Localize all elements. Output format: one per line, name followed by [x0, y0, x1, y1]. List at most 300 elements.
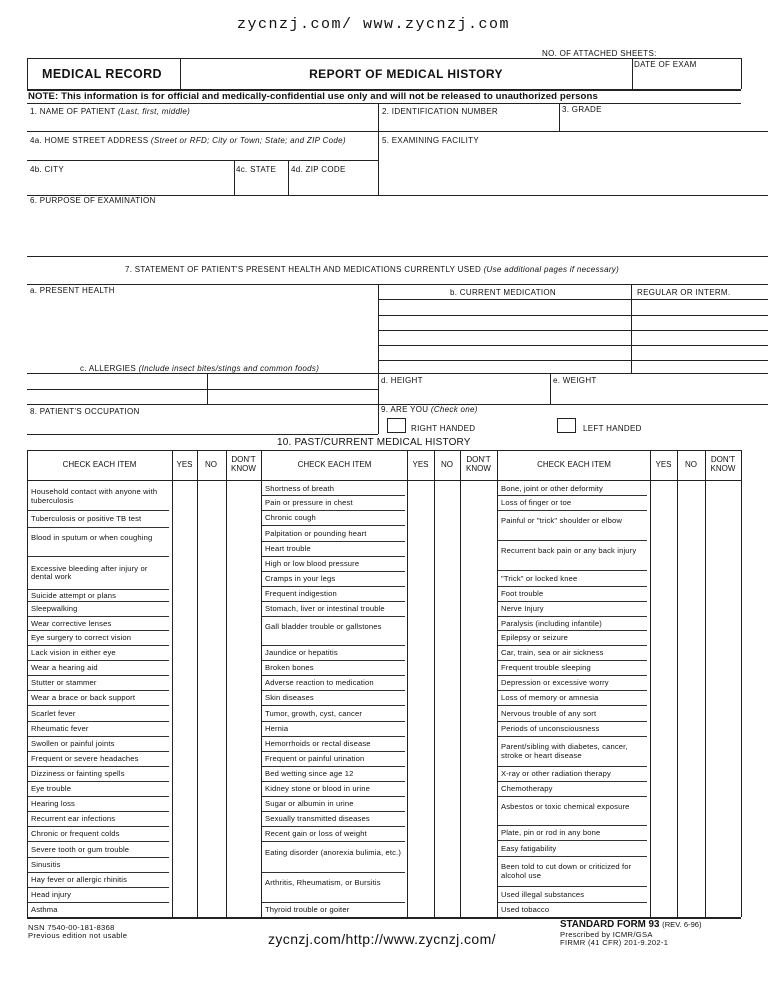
- history-yes-cell[interactable]: [651, 737, 677, 766]
- history-item-eye-surgery-to-correct-vision: Eye surgery to correct vision: [31, 633, 132, 643]
- history-no-cell[interactable]: [678, 511, 705, 540]
- confidentiality-note: NOTE: This information is for official and medically-confidential use only and will not be released to unauthorized persons: [28, 91, 598, 102]
- history-dont-know-cell[interactable]: [461, 617, 497, 645]
- history-dont-know-cell[interactable]: [461, 706, 497, 721]
- zip-code-label: 4d. ZIP CODE: [291, 165, 346, 174]
- history-dont-know-cell[interactable]: [227, 631, 261, 645]
- history-no-cell[interactable]: [435, 812, 460, 826]
- history-no-cell[interactable]: [678, 691, 705, 705]
- history-no-cell[interactable]: [678, 587, 705, 601]
- history-item-asbestos-or-toxic-chemical-exposure: Asbestos or toxic chemical exposure: [501, 801, 630, 811]
- history-dont-know-cell[interactable]: [227, 602, 261, 616]
- history-dont-know-cell[interactable]: [706, 782, 741, 796]
- history-dont-know-cell[interactable]: [227, 511, 261, 527]
- history-no-cell[interactable]: [435, 511, 460, 525]
- history-yes-cell[interactable]: [408, 587, 434, 601]
- header-dont-know-3: DON'T KNOW: [710, 455, 736, 473]
- history-no-cell[interactable]: [198, 661, 226, 675]
- history-dont-know-cell[interactable]: [227, 842, 261, 857]
- history-yes-cell[interactable]: [173, 528, 197, 556]
- regular-interm-label: REGULAR OR INTERM.: [637, 288, 731, 297]
- history-no-cell[interactable]: [678, 483, 705, 495]
- history-dont-know-cell[interactable]: [706, 541, 741, 570]
- history-item-household-contact-with-anyone-with-tuber: Household contact with anyone with tuberculosis: [31, 487, 158, 505]
- history-dont-know-cell[interactable]: [706, 706, 741, 721]
- history-no-cell[interactable]: [678, 676, 705, 690]
- history-yes-cell[interactable]: [173, 903, 197, 917]
- watermark-bottom: zycnzj.com/http://www.zycnzj.com/: [268, 931, 496, 947]
- history-item-dizziness-or-fainting-spells: Dizziness or fainting spells: [31, 769, 125, 779]
- history-yes-cell[interactable]: [408, 782, 434, 796]
- history-dont-know-cell[interactable]: [461, 496, 497, 510]
- handedness-label: 9. ARE YOU (Check one): [381, 405, 478, 414]
- history-no-cell[interactable]: [678, 496, 705, 510]
- history-no-cell[interactable]: [198, 752, 226, 766]
- history-yes-cell[interactable]: [651, 571, 677, 586]
- history-dont-know-cell[interactable]: [461, 661, 497, 675]
- history-dont-know-cell[interactable]: [461, 646, 497, 660]
- history-dont-know-cell[interactable]: [227, 903, 261, 917]
- history-no-cell[interactable]: [678, 887, 705, 902]
- history-item-periods-of-unconsciousness: Periods of unconsciousness: [501, 724, 600, 734]
- history-dont-know-cell[interactable]: [706, 496, 741, 510]
- history-no-cell[interactable]: [198, 722, 226, 736]
- history-dont-know-cell[interactable]: [461, 812, 497, 826]
- history-dont-know-cell[interactable]: [461, 587, 497, 601]
- history-dont-know-cell[interactable]: [227, 858, 261, 872]
- history-dont-know-cell[interactable]: [227, 646, 261, 660]
- history-yes-cell[interactable]: [651, 617, 677, 630]
- history-yes-cell[interactable]: [173, 661, 197, 675]
- history-item-recent-gain-or-loss-of-weight: Recent gain or loss of weight: [265, 829, 367, 839]
- history-dont-know-cell[interactable]: [706, 737, 741, 766]
- history-item-hay-fever-or-allergic-rhinitis: Hay fever or allergic rhinitis: [31, 875, 128, 885]
- history-yes-cell[interactable]: [173, 617, 197, 630]
- history-dont-know-cell[interactable]: [461, 572, 497, 586]
- history-item-easy-fatigability: Easy fatigability: [501, 843, 557, 853]
- history-yes-cell[interactable]: [651, 722, 677, 736]
- history-item-sexually-transmitted-diseases: Sexually transmitted diseases: [265, 814, 370, 824]
- history-dont-know-cell[interactable]: [706, 631, 741, 645]
- history-yes-cell[interactable]: [173, 812, 197, 826]
- history-yes-cell[interactable]: [173, 842, 197, 857]
- history-yes-cell[interactable]: [651, 602, 677, 616]
- history-item-high-or-low-blood-pressure: High or low blood pressure: [265, 559, 360, 569]
- history-yes-cell[interactable]: [173, 827, 197, 841]
- history-dont-know-cell[interactable]: [706, 661, 741, 675]
- history-dont-know-cell[interactable]: [461, 842, 497, 872]
- history-no-cell[interactable]: [435, 646, 460, 660]
- history-no-cell[interactable]: [678, 903, 705, 917]
- history-dont-know-cell[interactable]: [706, 587, 741, 601]
- history-no-cell[interactable]: [198, 646, 226, 660]
- history-yes-cell[interactable]: [408, 511, 434, 525]
- header-check-item-3: CHECK EACH ITEM: [537, 460, 611, 469]
- history-no-cell[interactable]: [435, 542, 460, 556]
- history-no-cell[interactable]: [435, 903, 460, 917]
- history-dont-know-cell[interactable]: [461, 691, 497, 705]
- examining-facility-label: 5. EXAMINING FACILITY: [382, 136, 479, 145]
- history-item-shortness-of-breath: Shortness of breath: [265, 484, 335, 494]
- history-yes-cell[interactable]: [651, 903, 677, 917]
- history-item-broken-bones: Broken bones: [265, 663, 314, 673]
- history-yes-cell[interactable]: [408, 646, 434, 660]
- history-item-depression-or-excessive-worry: Depression or excessive worry: [501, 678, 609, 688]
- history-item-foot-trouble: Foot trouble: [501, 589, 544, 599]
- history-dont-know-cell[interactable]: [227, 888, 261, 902]
- history-dont-know-cell[interactable]: [461, 526, 497, 541]
- history-no-cell[interactable]: [435, 706, 460, 721]
- history-dont-know-cell[interactable]: [706, 617, 741, 630]
- history-dont-know-cell[interactable]: [227, 827, 261, 841]
- history-no-cell[interactable]: [678, 841, 705, 856]
- history-item-gall-bladder-trouble-or-gallstones: Gall bladder trouble or gallstones: [265, 621, 382, 631]
- history-item-adverse-reaction-to-medication: Adverse reaction to medication: [265, 678, 374, 688]
- history-dont-know-cell[interactable]: [461, 511, 497, 525]
- history-dont-know-cell[interactable]: [227, 528, 261, 556]
- history-no-cell[interactable]: [198, 691, 226, 705]
- history-no-cell[interactable]: [678, 617, 705, 630]
- history-dont-know-cell[interactable]: [227, 812, 261, 826]
- history-no-cell[interactable]: [435, 752, 460, 766]
- history-dont-know-cell[interactable]: [706, 676, 741, 690]
- history-no-cell[interactable]: [198, 827, 226, 841]
- history-dont-know-cell[interactable]: [461, 542, 497, 556]
- history-item-severe-tooth-or-gum-trouble: Severe tooth or gum trouble: [31, 844, 130, 854]
- history-yes-cell[interactable]: [651, 661, 677, 675]
- history-item-lack-vision-in-either-eye: Lack vision in either eye: [31, 648, 116, 658]
- history-item-blood-in-sputum-or-when-coughing: Blood in sputum or when coughing: [31, 532, 153, 542]
- history-no-cell[interactable]: [198, 631, 226, 645]
- history-no-cell[interactable]: [198, 812, 226, 826]
- history-no-cell[interactable]: [678, 631, 705, 645]
- left-handed-label: LEFT HANDED: [583, 424, 642, 433]
- history-yes-cell[interactable]: [651, 496, 677, 510]
- history-dont-know-cell[interactable]: [461, 752, 497, 766]
- history-no-cell[interactable]: [198, 873, 226, 887]
- history-yes-cell[interactable]: [173, 646, 197, 660]
- previous-edition-note: Previous edition not usable: [28, 931, 128, 940]
- history-dont-know-cell[interactable]: [227, 737, 261, 751]
- history-dont-know-cell[interactable]: [227, 557, 261, 589]
- history-no-cell[interactable]: [198, 782, 226, 796]
- history-dont-know-cell[interactable]: [461, 903, 497, 917]
- history-yes-cell[interactable]: [408, 661, 434, 675]
- history-yes-cell[interactable]: [408, 873, 434, 902]
- history-yes-cell[interactable]: [408, 676, 434, 690]
- history-dont-know-cell[interactable]: [706, 841, 741, 856]
- history-item-sleepwalking: Sleepwalking: [31, 604, 78, 614]
- history-yes-cell[interactable]: [408, 767, 434, 781]
- history-dont-know-cell[interactable]: [227, 661, 261, 675]
- history-yes-cell[interactable]: [408, 572, 434, 586]
- present-health-label: a. PRESENT HEALTH: [30, 286, 115, 295]
- history-item-cramps-in-your-legs: Cramps in your legs: [265, 574, 336, 584]
- history-no-cell[interactable]: [198, 858, 226, 872]
- history-no-cell[interactable]: [435, 661, 460, 675]
- header-no-1: NO: [205, 460, 217, 469]
- history-yes-cell[interactable]: [173, 590, 197, 601]
- history-no-cell[interactable]: [198, 483, 226, 510]
- history-yes-cell[interactable]: [408, 542, 434, 556]
- history-no-cell[interactable]: [198, 842, 226, 857]
- history-yes-cell[interactable]: [173, 797, 197, 811]
- history-yes-cell[interactable]: [408, 526, 434, 541]
- history-dont-know-cell[interactable]: [706, 602, 741, 616]
- history-no-cell[interactable]: [435, 842, 460, 872]
- history-dont-know-cell[interactable]: [461, 782, 497, 796]
- history-yes-cell[interactable]: [173, 557, 197, 589]
- history-no-cell[interactable]: [198, 528, 226, 556]
- history-yes-cell[interactable]: [173, 858, 197, 872]
- history-dont-know-cell[interactable]: [461, 602, 497, 616]
- history-no-cell[interactable]: [198, 737, 226, 751]
- header-yes-2: YES: [412, 460, 429, 469]
- history-no-cell[interactable]: [435, 602, 460, 616]
- history-dont-know-cell[interactable]: [706, 483, 741, 495]
- history-item-bone-joint-or-other-deformity: Bone, joint or other deformity: [501, 484, 604, 494]
- history-dont-know-cell[interactable]: [461, 873, 497, 902]
- home-address-label: 4a. HOME STREET ADDRESS (Street or RFD; City or Town; State; and ZIP Code): [30, 136, 346, 145]
- history-dont-know-cell[interactable]: [227, 617, 261, 630]
- history-yes-cell[interactable]: [173, 631, 197, 645]
- history-item-tumor-growth-cyst-cancer: Tumor, growth, cyst, cancer: [265, 708, 363, 718]
- date-of-exam-label: DATE OF EXAM: [634, 60, 697, 69]
- right-handed-checkbox[interactable]: [387, 418, 406, 433]
- history-yes-cell[interactable]: [173, 511, 197, 527]
- header-no-2: NO: [441, 460, 453, 469]
- history-item-swollen-or-painful-joints: Swollen or painful joints: [31, 739, 115, 749]
- history-dont-know-cell[interactable]: [227, 767, 261, 781]
- history-yes-cell[interactable]: [408, 752, 434, 766]
- occupation-label: 8. PATIENT'S OCCUPATION: [30, 407, 140, 416]
- history-yes-cell[interactable]: [651, 646, 677, 660]
- history-item-wear-a-hearing-aid: Wear a hearing aid: [31, 663, 98, 673]
- history-no-cell[interactable]: [678, 602, 705, 616]
- history-no-cell[interactable]: [678, 826, 705, 840]
- history-no-cell[interactable]: [435, 827, 460, 841]
- history-yes-cell[interactable]: [651, 631, 677, 645]
- history-dont-know-cell[interactable]: [461, 483, 497, 495]
- history-yes-cell[interactable]: [173, 706, 197, 721]
- history-item-car-train-sea-or-air-sickness: Car, train, sea or air sickness: [501, 648, 604, 658]
- history-dont-know-cell[interactable]: [227, 873, 261, 887]
- history-item-hernia: Hernia: [265, 724, 289, 734]
- left-handed-checkbox[interactable]: [557, 418, 576, 433]
- history-item-kidney-stone-or-blood-in-urine: Kidney stone or blood in urine: [265, 784, 370, 794]
- history-yes-cell[interactable]: [173, 782, 197, 796]
- history-yes-cell[interactable]: [651, 676, 677, 690]
- history-no-cell[interactable]: [435, 873, 460, 902]
- history-no-cell[interactable]: [435, 557, 460, 571]
- history-yes-cell[interactable]: [408, 797, 434, 811]
- history-yes-cell[interactable]: [408, 617, 434, 645]
- history-dont-know-cell[interactable]: [227, 797, 261, 811]
- history-yes-cell[interactable]: [408, 483, 434, 495]
- history-no-cell[interactable]: [435, 496, 460, 510]
- history-dont-know-cell[interactable]: [227, 676, 261, 690]
- history-yes-cell[interactable]: [173, 767, 197, 781]
- history-yes-cell[interactable]: [408, 602, 434, 616]
- history-yes-cell[interactable]: [173, 676, 197, 690]
- history-yes-cell[interactable]: [173, 737, 197, 751]
- history-no-cell[interactable]: [198, 676, 226, 690]
- history-yes-cell[interactable]: [173, 483, 197, 510]
- history-dont-know-cell[interactable]: [227, 483, 261, 510]
- history-dont-know-cell[interactable]: [227, 782, 261, 796]
- history-item-hearing-loss: Hearing loss: [31, 799, 76, 809]
- history-yes-cell[interactable]: [173, 691, 197, 705]
- history-no-cell[interactable]: [198, 888, 226, 902]
- history-dont-know-cell[interactable]: [706, 767, 741, 781]
- history-no-cell[interactable]: [678, 857, 705, 886]
- history-item-been-told-to-cut-down-or-criticized-for-: Been told to cut down or criticized for alcohol use: [501, 862, 632, 880]
- history-no-cell[interactable]: [678, 782, 705, 796]
- history-dont-know-cell[interactable]: [706, 722, 741, 736]
- history-no-cell[interactable]: [198, 767, 226, 781]
- history-no-cell[interactable]: [435, 722, 460, 736]
- history-dont-know-cell[interactable]: [706, 857, 741, 886]
- history-dont-know-cell[interactable]: [227, 691, 261, 705]
- history-no-cell[interactable]: [435, 572, 460, 586]
- history-yes-cell[interactable]: [651, 511, 677, 540]
- report-title: REPORT OF MEDICAL HISTORY: [309, 67, 503, 81]
- header-check-item-1: CHECK EACH ITEM: [62, 460, 137, 469]
- history-yes-cell[interactable]: [408, 842, 434, 872]
- history-item-nervous-trouble-of-any-sort: Nervous trouble of any sort: [501, 708, 597, 718]
- history-item-hemorrhoids-or-rectal-disease: Hemorrhoids or rectal disease: [265, 739, 371, 749]
- history-yes-cell[interactable]: [173, 873, 197, 887]
- history-yes-cell[interactable]: [408, 737, 434, 751]
- history-no-cell[interactable]: [435, 737, 460, 751]
- history-yes-cell[interactable]: [651, 706, 677, 721]
- history-no-cell[interactable]: [678, 571, 705, 586]
- history-yes-cell[interactable]: [408, 812, 434, 826]
- history-dont-know-cell[interactable]: [706, 903, 741, 917]
- history-item-frequent-or-severe-headaches: Frequent or severe headaches: [31, 754, 139, 764]
- history-yes-cell[interactable]: [651, 782, 677, 796]
- history-dont-know-cell[interactable]: [461, 797, 497, 811]
- history-item-wear-corrective-lenses: Wear corrective lenses: [31, 618, 112, 628]
- history-no-cell[interactable]: [678, 797, 705, 825]
- history-item-sinusitis: Sinusitis: [31, 860, 61, 870]
- history-dont-know-cell[interactable]: [227, 752, 261, 766]
- history-no-cell[interactable]: [198, 511, 226, 527]
- history-no-cell[interactable]: [198, 797, 226, 811]
- history-no-cell[interactable]: [198, 617, 226, 630]
- history-dont-know-cell[interactable]: [706, 571, 741, 586]
- history-no-cell[interactable]: [678, 706, 705, 721]
- history-yes-cell[interactable]: [651, 483, 677, 495]
- history-item-epilepsy-or-seizure: Epilepsy or seizure: [501, 633, 569, 643]
- history-no-cell[interactable]: [198, 557, 226, 589]
- history-item-bed-wetting-since-age-12: Bed wetting since age 12: [265, 769, 354, 779]
- history-yes-cell[interactable]: [408, 722, 434, 736]
- history-dont-know-cell[interactable]: [461, 676, 497, 690]
- history-dont-know-cell[interactable]: [461, 737, 497, 751]
- history-yes-cell[interactable]: [651, 767, 677, 781]
- history-yes-cell[interactable]: [173, 602, 197, 616]
- attached-sheets-label: NO. OF ATTACHED SHEETS:: [542, 49, 657, 58]
- history-yes-cell[interactable]: [408, 903, 434, 917]
- history-dont-know-cell[interactable]: [461, 722, 497, 736]
- history-yes-cell[interactable]: [651, 857, 677, 886]
- history-yes-cell[interactable]: [651, 826, 677, 840]
- history-no-cell[interactable]: [435, 617, 460, 645]
- history-dont-know-cell[interactable]: [461, 827, 497, 841]
- history-no-cell[interactable]: [435, 526, 460, 541]
- history-dont-know-cell[interactable]: [706, 691, 741, 705]
- history-no-cell[interactable]: [678, 661, 705, 675]
- history-yes-cell[interactable]: [651, 541, 677, 570]
- history-dont-know-cell[interactable]: [706, 646, 741, 660]
- history-no-cell[interactable]: [678, 722, 705, 736]
- history-yes-cell[interactable]: [408, 827, 434, 841]
- history-item-plate-pin-or-rod-in-any-bone: Plate, pin or rod in any bone: [501, 828, 601, 838]
- history-dont-know-cell[interactable]: [706, 511, 741, 540]
- history-yes-cell[interactable]: [408, 557, 434, 571]
- history-no-cell[interactable]: [435, 782, 460, 796]
- history-item-jaundice-or-hepatitis: Jaundice or hepatitis: [265, 648, 338, 658]
- history-yes-cell[interactable]: [651, 691, 677, 705]
- history-yes-cell[interactable]: [651, 587, 677, 601]
- history-no-cell[interactable]: [435, 676, 460, 690]
- history-no-cell[interactable]: [435, 587, 460, 601]
- history-no-cell[interactable]: [678, 767, 705, 781]
- history-yes-cell[interactable]: [408, 706, 434, 721]
- history-item-frequent-trouble-sleeping: Frequent trouble sleeping: [501, 663, 591, 673]
- history-no-cell[interactable]: [198, 903, 226, 917]
- history-dont-know-cell[interactable]: [461, 767, 497, 781]
- history-item-frequent-indigestion: Frequent indigestion: [265, 589, 337, 599]
- firmr-reference: FIRMR (41 CFR) 201-9.202-1: [560, 938, 669, 947]
- history-yes-cell[interactable]: [651, 887, 677, 902]
- prescribed-by: Prescribed by ICMR/GSA: [560, 930, 653, 939]
- history-item-nerve-injury: Nerve Injury: [501, 604, 544, 614]
- history-dont-know-cell[interactable]: [227, 706, 261, 721]
- history-no-cell[interactable]: [435, 767, 460, 781]
- history-dont-know-cell[interactable]: [706, 797, 741, 825]
- history-no-cell[interactable]: [435, 691, 460, 705]
- header-dont-know-1: DON'T KNOW: [231, 455, 256, 473]
- nsn-number: NSN 7540-00-181-8368: [28, 923, 115, 932]
- history-yes-cell[interactable]: [651, 841, 677, 856]
- history-item-parent-sibling-with-diabetes-cancer-stro: Parent/sibling with diabetes, cancer, stroke or heart disease: [501, 742, 628, 760]
- history-dont-know-cell[interactable]: [706, 887, 741, 902]
- history-no-cell[interactable]: [435, 483, 460, 495]
- history-item-stutter-or-stammer: Stutter or stammer: [31, 678, 97, 688]
- history-no-cell[interactable]: [678, 737, 705, 766]
- history-dont-know-cell[interactable]: [227, 590, 261, 601]
- history-no-cell[interactable]: [198, 706, 226, 721]
- history-no-cell[interactable]: [435, 797, 460, 811]
- history-yes-cell[interactable]: [173, 752, 197, 766]
- history-yes-cell[interactable]: [173, 722, 197, 736]
- history-yes-cell[interactable]: [651, 797, 677, 825]
- history-no-cell[interactable]: [678, 646, 705, 660]
- history-item-suicide-attempt-or-plans: Suicide attempt or plans: [31, 590, 117, 600]
- history-dont-know-cell[interactable]: [461, 557, 497, 571]
- history-yes-cell[interactable]: [408, 496, 434, 510]
- history-dont-know-cell[interactable]: [706, 826, 741, 840]
- history-no-cell[interactable]: [198, 590, 226, 601]
- history-yes-cell[interactable]: [408, 691, 434, 705]
- history-yes-cell[interactable]: [173, 888, 197, 902]
- history-no-cell[interactable]: [198, 602, 226, 616]
- history-item-rheumatic-fever: Rheumatic fever: [31, 724, 89, 734]
- history-dont-know-cell[interactable]: [227, 722, 261, 736]
- history-no-cell[interactable]: [678, 541, 705, 570]
